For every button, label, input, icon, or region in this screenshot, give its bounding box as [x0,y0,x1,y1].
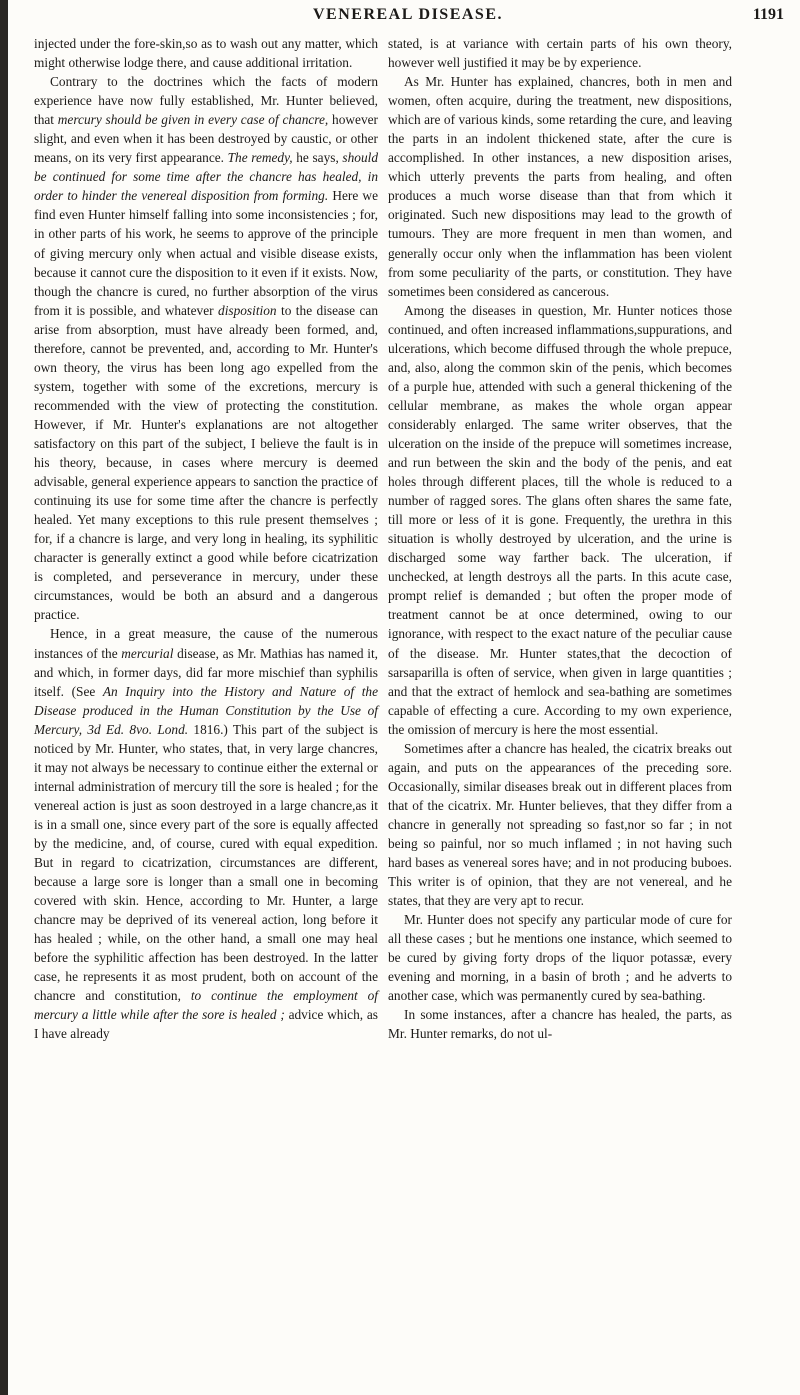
running-title: VENEREAL DISEASE. [313,6,503,23]
running-head [8,6,800,34]
italic-text: The remedy, [227,150,293,166]
paragraph [388,34,732,72]
right-column [388,34,732,1043]
text-run: As Mr. Hunter has explained, chancres, both in men and women, often acquire, during the treatment, new dispositions, which are of various kinds, some retarding the cure, and leaving the parts in an indolent thickened state, after the cure is accomplished. In other instances, a new disposition arises, which utterly prevents the parts from healing, and often produces a much worse disease than that from which it originated. Such new dispositions may lead to the growth of tumours. They are more frequent in men than women, and generally occur only when the inflammation has been violent from some peculiarity of the parts, or constitution. They have sometimes been considered as cancerous. [388,74,732,299]
text-run: disease, as Mr. Mathias has named it, and which, in former days, did far more mischief than syphilis itself. (See [34,645,378,699]
text-run: to the disease can arise from absorption, must have already been formed, and, therefore, cannot be prevented, and, according to Mr. Hunter's own theory, the virus has been long ago expelled from the system, together with some of the excretions, mercury is recommended with the view of protecting the constitution. However, if Mr. Hunter's explanations are not altogether satisfactory on this part of the subject, I believe the fault is in his theory, because, in cases where mercury is deemed advisable, general experience appears to sanction the practice of continuing its use for some time after the chancre is perfectly healed. Yet many exceptions to this rule present themselves ; for, if a chancre is large, and very long in healing, its syphilitic character is generally extinct a good while before cicatrization is completed, and perseverance in mercury, under these circumstances, would be both an absurd and a dangerous practice. [34,302,378,623]
text-run: advice which, as I have already [34,1007,378,1042]
text-run: Mr. Hunter does not specify any particular mode of cure for all these cases ; but he mentions one instance, which seemed to be cured by giving forty drops of the liquor potassæ, every evening and morning, in a basin of broth ; and he adverts to another case, which was permanently cured by sea-bathing. [388,912,732,1004]
italic-text: mercury should be given in every case of chancre, [57,112,329,128]
paragraph [388,1005,732,1043]
text-run: injected under the fore-skin,so as to wash out any matter, which might otherwise lodge there, and cause additional irritation. [34,36,378,71]
italic-text: mercurial [121,645,174,661]
text-run: stated, is at variance with certain parts of his own theory, however well justified it may be by experience. [388,36,732,71]
italic-text: should be continued for some time after the chancre has healed, in order to hinder the venereal disposition from forming. [34,150,378,204]
page-number: 1191 [752,6,784,23]
italic-text: disposition [218,302,277,318]
text-run: Sometimes after a chancre has healed, the cicatrix breaks out again, and puts on the appearances of the preceding sore. Occasionally, similar diseases break out in different places from that of the cicatrix. Mr. Hunter believes, that they differ from a chancre in generally not spreading so fast,nor so far ; in not being so painful, nor so much inflamed ; in not having such hard bases as venereal sores have; and in not producing buboes. This writer is of opinion, that they are not venereal, and he states, that they are very apt to recur. [388,740,732,909]
text-run: he says, [292,150,343,166]
left-column [34,34,378,1043]
paragraph [34,72,378,624]
text-run: In some instances, after a chancre has healed, the parts, as Mr. Hunter remarks, do not ul- [388,1007,732,1042]
text-run: Hence, in a great measure, the cause of the numerous instances of the [34,626,378,661]
paragraph [388,72,732,301]
italic-text: An Inquiry into the History and Nature of the Disease produced in the Human Constitution by the Use of Mercury, 3d Ed. 8vo. Lond. [34,683,378,737]
text-run: Among the diseases in question, Mr. Hunter notices those continued, and often increased inflammations,suppurations, and ulcerations, which become diffused through the whole prepuce, and, also, along the common skin of the penis, which becomes of a purple hue, attended with such a general thickening of the cellular membrane, as makes the whole organ appear considerably enlarged. The same writer observes, that the ulceration on the inside of the prepuce will sometimes increase, and run between the skin and the body of the penis, and eat holes through different places, till the whole is reduced to a number of ragged sores. The glans often shares the same fate, till more or less of it is gone. Frequently, the urethra in this situation is wholly destroyed by ulceration, and the urine is discharged some way farther back. The ulceration, if unchecked, at length destroys all the parts. In this acute case, prompt relief is demanded ; but often the proper mode of treatment cannot be at once determined, owing to our ignorance, with respect to the exact nature of the peculiar cause of the disease. Mr. Hunter states,that the decoction of sarsaparilla is often of service, when given in large quantities ; and that the extract of hemlock and sea-bathing are sometimes capable of effecting a cure. According to my own experience, the omission of mercury is here the most essential. [388,302,732,737]
paragraph [388,301,732,739]
text-run: Here we find even Hunter himself falling into some inconsistencies ; for, in other parts of his work, he seems to approve of the principle of giving mercury only when actual and visible disease exists, because it cannot cure the disposition to it even if it exists. Now, though the chancre is cured, no further absorption of the virus from it is possible, and whatever [34,188,378,318]
text-run: however slight, and even when it has been destroyed by caustic, or other means, on its very first appearance. [34,112,378,166]
paragraph [34,624,378,1043]
text-run: Contrary to the doctrines which the facts of modern experience have now fully established, Mr. Hunter believed, that [34,74,378,128]
italic-text: to continue the employment of mercury a little while after the sore is healed ; [34,988,378,1023]
text-run: 1816.) This part of the subject is noticed by Mr. Hunter, who states, that, in very large chancres, it may not always be necessary to continue either the external or internal administration of mercury till the sore is healed ; for the venereal action is just as soon destroyed in a large chancre,as it is in a small one, since every part of the sore is equally affected by the medicine, and, of course, cured with equal expedition. But in regard to cicatrization, circumstances are different, because a large sore is longer than a small one in becoming covered with skin. Hence, according to Mr. Hunter, a large chancre may be deprived of its venereal action, long before it has healed ; while, on the other hand, a small one may heal before the syphilitic affection has been destroyed. In the latter case, he represents it as most prudent, both on account of the chancre and constitution, [34,721,378,1004]
paragraph [388,910,732,1005]
paragraph [388,739,732,910]
paragraph [34,34,378,72]
